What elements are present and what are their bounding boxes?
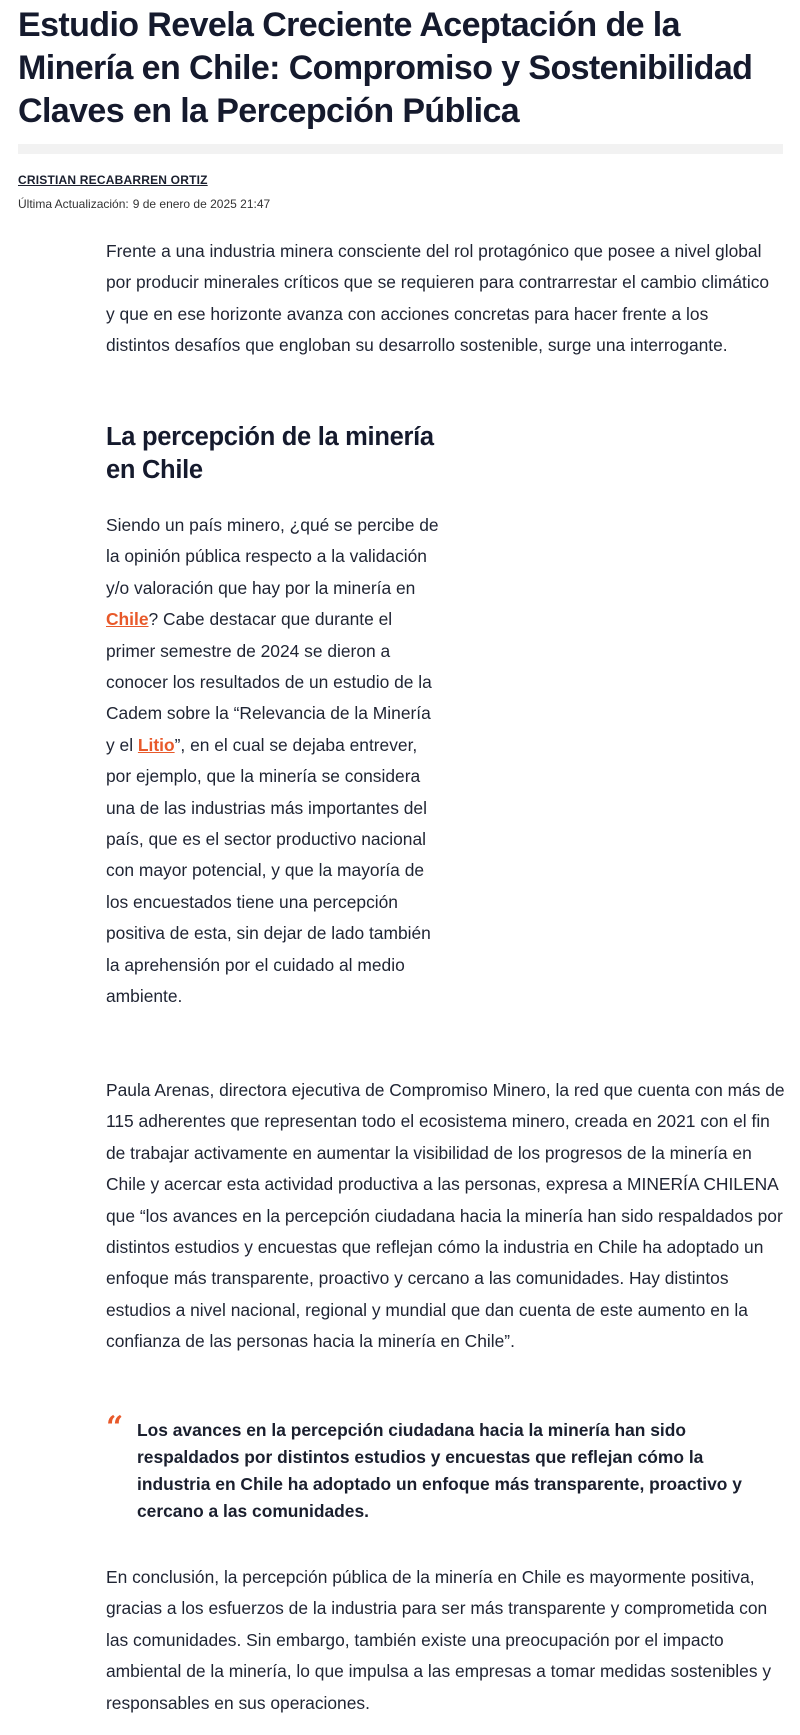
pullquote-text: Los avances en la percepción ciudadana hacia la minería han sido respaldados por distintos estudios y encuestas que reflejan cómo la industria en Chile ha adoptado un enfoque más transparente, proactivo y cercano a las comunidades. — [137, 1420, 742, 1521]
conclusion-paragraph: En conclusión, la percepción pública de la minería en Chile es mayormente positiva, gracias a los esfuerzos de la industria para ser más transparente y comprometida con las comunidades. Sin embargo, también existe una preocupación por el impacto ambiental de la minería, lo que impulsa a las empresas a tomar medidas sostenibles y responsables en sus operaciones. — [106, 1567, 772, 1713]
perception-text-a: Siendo un país minero, ¿qué se percibe de la opinión pública respecto a la validación y/o valoración que hay por la minería en — [106, 515, 439, 598]
litio-link[interactable]: Litio — [137, 734, 175, 755]
author-link[interactable]: CRISTIAN RECABARREN ORTIZ — [18, 173, 208, 187]
section-heading: La percepción de la minería en Chile — [106, 423, 434, 484]
chile-link[interactable]: Chile — [106, 609, 149, 630]
last-updated-value: 9 de enero de 2025 21:47 — [132, 197, 271, 211]
perception-text-c: ”, en el cual se dejaba entrever, por ejemplo, que la minería se considera una de las industrias más importantes del país, que es el sector productivo nacional con mayor potencial, y que la mayoría de los encuestados tiene una percepción positiva de esta, sin dejar de lado también la aprehensión por el cuidado al medio ambiente. — [106, 734, 431, 1007]
article-title: Estudio Revela Creciente Aceptación de la Minería en Chile: Compromiso y Sostenibilidad Claves en la Percepción Pública — [18, 6, 753, 130]
title-divider-bar — [18, 144, 783, 154]
perception-text-b: ? Cabe destacar que durante el primer semestre de 2024 se dieron a conocer los resultados de un estudio de la Cadem sobre la “Relevancia de la Minería y el — [106, 609, 432, 755]
perception-paragraph — [106, 510, 441, 1013]
paula-arenas-paragraph: Paula Arenas, directora ejecutiva de Compromiso Minero, la red que cuenta con más de 115 adherentes que representan todo el ecosistema minero, creada en 2021 con el fin de trabajar activamente en aumentar la visibilidad de los progresos de la minería en Chile y acercar esta actividad productiva a las personas, expresa a MINERÍA CHILENA que “los avances en la percepción ciudadana hacia la minería han sido respaldados por distintos estudios y encuestas que reflejan cómo la industria en Chile ha adoptado un enfoque más transparente, proactivo y cercano a las comunidades. Hay distintos estudios a nivel nacional, regional y mundial que dan cuenta de este aumento en la confianza de las personas hacia la minería en Chile”. — [106, 1080, 785, 1352]
pullquote — [106, 1410, 766, 1525]
intro-paragraph: Frente a una industria minera consciente del rol protagónico que posee a nivel global por producir minerales críticos que se requieren para contrarrestar el cambio climático y que en ese horizonte avanza con acciones concretas para hacer frente a los distintos desafíos que engloban su desarrollo sostenible, surge una interrogante. — [106, 241, 770, 356]
quote-icon: “ — [106, 1410, 124, 1445]
last-updated-label: Última Actualización: — [18, 197, 129, 211]
last-updated — [18, 196, 270, 212]
